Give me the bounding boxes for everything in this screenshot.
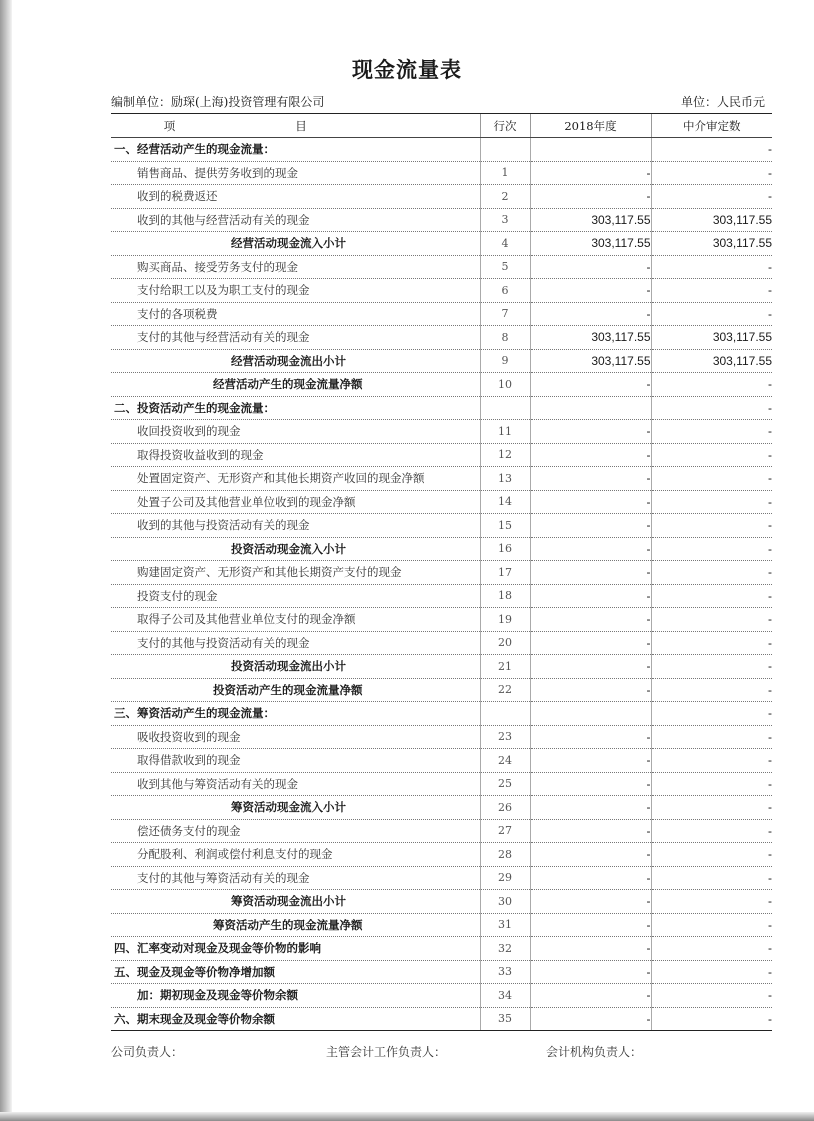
- table-row: [111, 373, 772, 397]
- row-2018-value: -: [530, 843, 651, 867]
- table-row: [111, 467, 772, 491]
- row-line-no: 6: [480, 279, 530, 303]
- table-row: [111, 255, 772, 279]
- row-2018-value: [530, 396, 651, 420]
- row-audited-value: -: [651, 913, 772, 937]
- row-audited-value: -: [651, 490, 772, 514]
- row-line-no: 3: [480, 208, 530, 232]
- row-item-name: 处置子公司及其他营业单位收到的现金净额: [111, 490, 480, 514]
- row-audited-value: -: [651, 467, 772, 491]
- table-row: [111, 702, 772, 726]
- scan-bottom-edge: [0, 1112, 814, 1121]
- row-2018-value: -: [530, 255, 651, 279]
- row-2018-value: -: [530, 185, 651, 209]
- row-audited-value: 303,117.55: [651, 326, 772, 350]
- row-audited-value: -: [651, 608, 772, 632]
- row-2018-value: 303,117.55: [530, 349, 651, 373]
- row-line-no: [480, 138, 530, 162]
- row-2018-value: -: [530, 725, 651, 749]
- row-line-no: 23: [480, 725, 530, 749]
- row-2018-value: -: [530, 161, 651, 185]
- table-row: [111, 725, 772, 749]
- row-line-no: 16: [480, 537, 530, 561]
- row-2018-value: -: [530, 608, 651, 632]
- row-2018-value: [530, 702, 651, 726]
- row-line-no: 10: [480, 373, 530, 397]
- row-line-no: 18: [480, 584, 530, 608]
- row-item-name: 收到的税费返还: [111, 185, 480, 209]
- row-item-name: 四、汇率变动对现金及现金等价物的影响: [111, 937, 480, 961]
- table-row: [111, 326, 772, 350]
- header-line-no: 行次: [480, 114, 530, 138]
- row-item-name: 经营活动产生的现金流量净额: [111, 373, 480, 397]
- table-row: [111, 584, 772, 608]
- table-row: [111, 819, 772, 843]
- row-item-name: 三、筹资活动产生的现金流量：: [111, 702, 480, 726]
- table-row: [111, 913, 772, 937]
- row-2018-value: -: [530, 913, 651, 937]
- row-audited-value: 303,117.55: [651, 232, 772, 256]
- table-row: [111, 138, 772, 162]
- row-2018-value: -: [530, 561, 651, 585]
- row-line-no: 13: [480, 467, 530, 491]
- row-audited-value: 303,117.55: [651, 349, 772, 373]
- table-row: [111, 937, 772, 961]
- row-audited-value: -: [651, 937, 772, 961]
- row-2018-value: -: [530, 772, 651, 796]
- footer-accounting-head: 主管会计工作负责人：: [326, 1045, 447, 1059]
- row-audited-value: -: [651, 185, 772, 209]
- table-row: [111, 772, 772, 796]
- row-line-no: 35: [480, 1007, 530, 1031]
- row-2018-value: -: [530, 279, 651, 303]
- row-item-name: 购建固定资产、无形资产和其他长期资产支付的现金: [111, 561, 480, 585]
- row-line-no: 2: [480, 185, 530, 209]
- row-audited-value: -: [651, 514, 772, 538]
- row-line-no: [480, 702, 530, 726]
- row-line-no: 33: [480, 960, 530, 984]
- row-line-no: 28: [480, 843, 530, 867]
- row-line-no: 29: [480, 866, 530, 890]
- row-audited-value: -: [651, 537, 772, 561]
- row-item-name: 投资活动现金流入小计: [111, 537, 480, 561]
- row-item-name: 支付的其他与筹资活动有关的现金: [111, 866, 480, 890]
- table-row: [111, 349, 772, 373]
- row-item-name: 经营活动现金流出小计: [111, 349, 480, 373]
- row-item-name: 投资支付的现金: [111, 584, 480, 608]
- row-audited-value: -: [651, 138, 772, 162]
- row-line-no: 7: [480, 302, 530, 326]
- table-row: [111, 796, 772, 820]
- table-body: [111, 138, 772, 1031]
- table-row: [111, 396, 772, 420]
- row-line-no: 17: [480, 561, 530, 585]
- row-line-no: 31: [480, 913, 530, 937]
- row-audited-value: -: [651, 984, 772, 1008]
- row-2018-value: 303,117.55: [530, 232, 651, 256]
- row-item-name: 吸收投资收到的现金: [111, 725, 480, 749]
- row-audited-value: -: [651, 420, 772, 444]
- page-binding-edge: [0, 0, 12, 1121]
- header-2018: 2018年度: [530, 114, 651, 138]
- row-item-name: 收到的其他与经营活动有关的现金: [111, 208, 480, 232]
- header-audited: 中介审定数: [651, 114, 772, 138]
- row-audited-value: -: [651, 960, 772, 984]
- table-row: [111, 302, 772, 326]
- row-2018-value: -: [530, 584, 651, 608]
- row-audited-value: -: [651, 373, 772, 397]
- row-audited-value: -: [651, 396, 772, 420]
- row-2018-value: -: [530, 420, 651, 444]
- table-row: [111, 678, 772, 702]
- header-item: 项目: [111, 114, 480, 138]
- table-row: [111, 631, 772, 655]
- row-audited-value: -: [651, 302, 772, 326]
- row-2018-value: -: [530, 866, 651, 890]
- row-line-no: 19: [480, 608, 530, 632]
- table-row: [111, 890, 772, 914]
- row-item-name: 支付的其他与经营活动有关的现金: [111, 326, 480, 350]
- row-2018-value: -: [530, 890, 651, 914]
- row-item-name: 偿还债务支付的现金: [111, 819, 480, 843]
- row-item-name: 分配股利、利润或偿付利息支付的现金: [111, 843, 480, 867]
- row-2018-value: -: [530, 678, 651, 702]
- table-row: [111, 279, 772, 303]
- row-line-no: 25: [480, 772, 530, 796]
- row-item-name: 支付的各项税费: [111, 302, 480, 326]
- row-item-name: 收回投资收到的现金: [111, 420, 480, 444]
- row-2018-value: [530, 138, 651, 162]
- row-2018-value: -: [530, 631, 651, 655]
- row-item-name: 筹资活动产生的现金流量净额: [111, 913, 480, 937]
- row-2018-value: -: [530, 655, 651, 679]
- row-audited-value: 303,117.55: [651, 208, 772, 232]
- table-row: [111, 608, 772, 632]
- row-audited-value: -: [651, 749, 772, 773]
- row-item-name: 处置固定资产、无形资产和其他长期资产收回的现金净额: [111, 467, 480, 491]
- row-line-no: 24: [480, 749, 530, 773]
- row-item-name: 筹资活动现金流出小计: [111, 890, 480, 914]
- table-row: [111, 655, 772, 679]
- row-line-no: 5: [480, 255, 530, 279]
- row-item-name: 收到其他与筹资活动有关的现金: [111, 772, 480, 796]
- row-item-name: 筹资活动现金流入小计: [111, 796, 480, 820]
- footer-company-head: 公司负责人：: [111, 1045, 184, 1059]
- row-line-no: 9: [480, 349, 530, 373]
- row-2018-value: -: [530, 796, 651, 820]
- cash-flow-table: [111, 113, 772, 1031]
- row-line-no: 1: [480, 161, 530, 185]
- row-item-name: 投资活动现金流出小计: [111, 655, 480, 679]
- table-row: [111, 984, 772, 1008]
- table-row: [111, 443, 772, 467]
- row-line-no: 26: [480, 796, 530, 820]
- currency-unit-label: 单位：人民币元: [680, 95, 765, 109]
- row-line-no: 32: [480, 937, 530, 961]
- row-2018-value: -: [530, 373, 651, 397]
- row-2018-value: -: [530, 467, 651, 491]
- table-row: [111, 232, 772, 256]
- row-audited-value: -: [651, 678, 772, 702]
- row-item-name: 加：期初现金及现金等价物余额: [111, 984, 480, 1008]
- row-audited-value: -: [651, 655, 772, 679]
- row-line-no: 11: [480, 420, 530, 444]
- row-2018-value: -: [530, 984, 651, 1008]
- row-line-no: 20: [480, 631, 530, 655]
- table-row: [111, 514, 772, 538]
- row-audited-value: -: [651, 255, 772, 279]
- row-2018-value: 303,117.55: [530, 326, 651, 350]
- table-row: [111, 420, 772, 444]
- row-audited-value: -: [651, 631, 772, 655]
- page-title: 现金流量表: [352, 58, 462, 82]
- row-audited-value: -: [651, 819, 772, 843]
- row-line-no: 27: [480, 819, 530, 843]
- row-line-no: 8: [480, 326, 530, 350]
- row-item-name: 二、投资活动产生的现金流量：: [111, 396, 480, 420]
- row-audited-value: -: [651, 161, 772, 185]
- row-2018-value: -: [530, 490, 651, 514]
- row-2018-value: -: [530, 960, 651, 984]
- row-audited-value: -: [651, 1007, 772, 1031]
- table-row: [111, 866, 772, 890]
- row-line-no: [480, 396, 530, 420]
- row-2018-value: -: [530, 514, 651, 538]
- row-audited-value: -: [651, 890, 772, 914]
- row-item-name: 取得投资收益收到的现金: [111, 443, 480, 467]
- table-row: [111, 749, 772, 773]
- table-row: [111, 161, 772, 185]
- table-row: [111, 185, 772, 209]
- row-audited-value: -: [651, 843, 772, 867]
- row-line-no: 21: [480, 655, 530, 679]
- row-item-name: 取得子公司及其他营业单位支付的现金净额: [111, 608, 480, 632]
- row-item-name: 销售商品、提供劳务收到的现金: [111, 161, 480, 185]
- row-audited-value: -: [651, 796, 772, 820]
- row-line-no: 22: [480, 678, 530, 702]
- row-line-no: 14: [480, 490, 530, 514]
- row-item-name: 收到的其他与投资活动有关的现金: [111, 514, 480, 538]
- table-row: [111, 537, 772, 561]
- row-2018-value: 303,117.55: [530, 208, 651, 232]
- row-audited-value: -: [651, 584, 772, 608]
- row-2018-value: -: [530, 443, 651, 467]
- table-header-row: [111, 114, 772, 138]
- table-row: [111, 960, 772, 984]
- row-item-name: 支付给职工以及为职工支付的现金: [111, 279, 480, 303]
- row-audited-value: -: [651, 443, 772, 467]
- row-audited-value: -: [651, 866, 772, 890]
- row-2018-value: -: [530, 1007, 651, 1031]
- row-audited-value: -: [651, 561, 772, 585]
- table-row: [111, 208, 772, 232]
- table-row: [111, 561, 772, 585]
- row-item-name: 五、现金及现金等价物净增加额: [111, 960, 480, 984]
- row-item-name: 投资活动产生的现金流量净额: [111, 678, 480, 702]
- table-row: [111, 1007, 772, 1031]
- company-label: 编制单位：励琛(上海)投资管理有限公司: [111, 95, 325, 109]
- footer-accounting-dept-head: 会计机构负责人：: [546, 1045, 643, 1059]
- row-audited-value: -: [651, 279, 772, 303]
- row-2018-value: -: [530, 937, 651, 961]
- row-item-name: 经营活动现金流入小计: [111, 232, 480, 256]
- row-line-no: 4: [480, 232, 530, 256]
- row-audited-value: -: [651, 772, 772, 796]
- row-line-no: 12: [480, 443, 530, 467]
- row-2018-value: -: [530, 749, 651, 773]
- row-audited-value: -: [651, 702, 772, 726]
- row-2018-value: -: [530, 819, 651, 843]
- row-item-name: 一、经营活动产生的现金流量：: [111, 138, 480, 162]
- row-line-no: 34: [480, 984, 530, 1008]
- row-audited-value: -: [651, 725, 772, 749]
- row-item-name: 取得借款收到的现金: [111, 749, 480, 773]
- row-item-name: 六、期末现金及现金等价物余额: [111, 1007, 480, 1031]
- row-item-name: 支付的其他与投资活动有关的现金: [111, 631, 480, 655]
- table-row: [111, 843, 772, 867]
- table-row: [111, 490, 772, 514]
- row-line-no: 15: [480, 514, 530, 538]
- row-2018-value: -: [530, 537, 651, 561]
- row-line-no: 30: [480, 890, 530, 914]
- row-item-name: 购买商品、接受劳务支付的现金: [111, 255, 480, 279]
- row-2018-value: -: [530, 302, 651, 326]
